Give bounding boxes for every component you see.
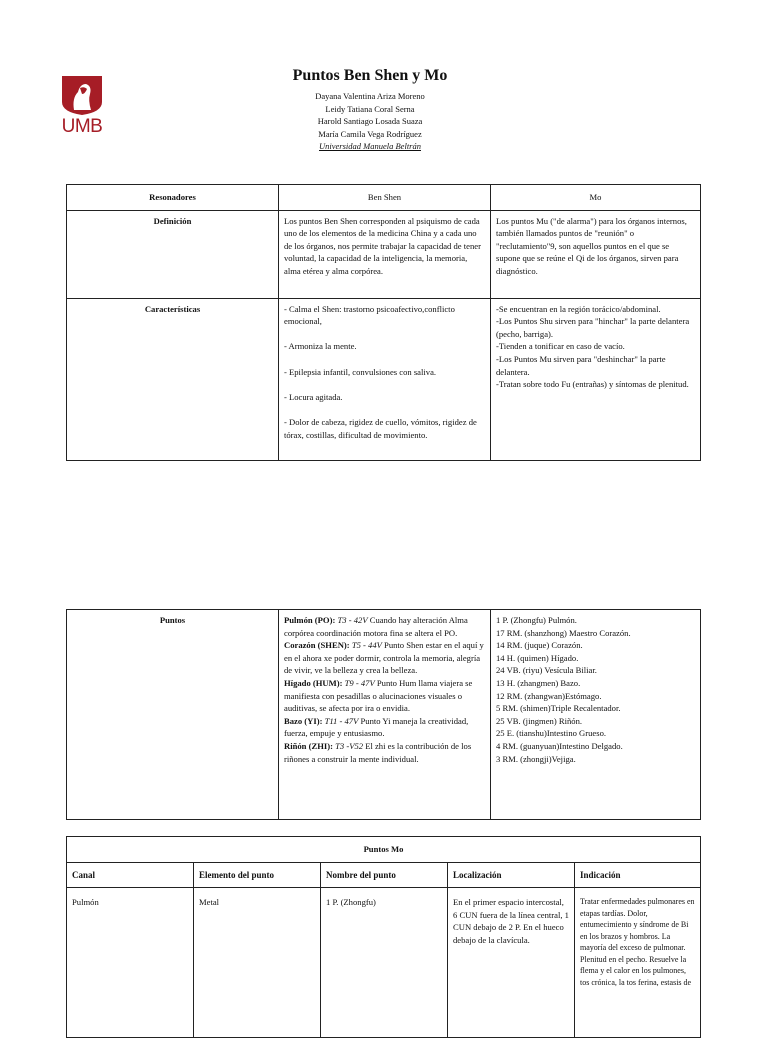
- row-label: Características: [67, 298, 279, 460]
- definicion-mo: Los puntos Mu ("de alarma") para los órganos internos, también llamados puntos de "reunión" o "reclutamiento"9, son aquellos puntos en el que se supone que se reúne el Qi de los órganos, sirven para diagnóstico.: [491, 210, 701, 298]
- row-label: Definición: [67, 210, 279, 298]
- table-header-row: [67, 862, 701, 888]
- author-name: Leidy Tatiana Coral Serna: [325, 103, 415, 114]
- elemento-cell: Metal: [194, 888, 321, 1038]
- umb-logo: [58, 72, 106, 142]
- column-header: Resonadores: [67, 185, 279, 211]
- list-item: 14 H. (quimen) Hígado.: [496, 652, 579, 663]
- row-label: Puntos: [67, 610, 279, 820]
- table-title-row: [67, 837, 701, 863]
- table-row-puntos: [67, 610, 701, 820]
- list-item: 5 RM. (shimen)Triple Recalentador.: [496, 703, 621, 714]
- column-header: Canal: [67, 862, 194, 888]
- document-title: Puntos Ben Shen y Mo: [292, 67, 448, 84]
- organ-entry: Bazo (YI): T11 - 47V Punto Yi maneja la creatividad, fuerza, empuje y entusiasmo.: [284, 715, 469, 739]
- university-link[interactable]: Universidad Manuela Beltrán: [319, 141, 421, 151]
- list-item: 12 RM. (zhangwan)Estómago.: [496, 690, 602, 701]
- table-row: [67, 888, 701, 1038]
- list-item: 13 H. (zhangmen) Bazo.: [496, 677, 581, 688]
- column-header: Localización: [448, 862, 575, 888]
- puntos-ben-shen: [279, 610, 491, 820]
- puntos-mo-table: [66, 836, 701, 1038]
- list-item: - Armoniza la mente.: [284, 341, 357, 352]
- canal-cell: Pulmón: [67, 888, 194, 1038]
- list-item: 24 VB. (riyu) Vesícula Biliar.: [496, 665, 597, 676]
- table-row-definicion: [67, 210, 701, 298]
- list-item: 17 RM. (shanzhong) Maestro Corazón.: [496, 627, 631, 638]
- list-item: -Los Puntos Shu sirven para "hinchar" la parte delantera (pecho, barriga).: [496, 316, 690, 339]
- umb-shield-icon: [58, 72, 106, 116]
- nombre-cell: 1 P. (Zhongfu): [321, 888, 448, 1038]
- list-item: 25 E. (tianshu)Intestino Grueso.: [496, 728, 607, 739]
- column-header: Elemento del punto: [194, 862, 321, 888]
- list-item: - Calma el Shen: trastorno psicoafectivo,conflicto emocional,: [284, 303, 455, 327]
- column-header: Ben Shen: [279, 185, 491, 211]
- list-item: -Tratan sobre todo Fu (entrañas) y síntomas de plenitud.: [496, 379, 689, 390]
- list-item: 3 RM. (zhongji)Vejiga.: [496, 753, 576, 764]
- list-item: 25 VB. (jingmen) Riñón.: [496, 715, 583, 726]
- list-item: 14 RM. (juque) Corazón.: [496, 640, 583, 651]
- caracteristicas-ben-shen: [279, 298, 491, 460]
- umb-logo-text: UMB: [61, 116, 103, 137]
- author-name: Dayana Valentina Ariza Moreno: [315, 91, 425, 101]
- author-name: María Camila Vega Rodríguez: [318, 128, 422, 139]
- organ-entry: Hígado (HUM): T9 - 47V Punto Hum llama viajera se manifiesta con pesadillas o alucinaciones visuales o auditivas, se afecta por ira o envidia.: [284, 677, 473, 714]
- list-item: - Locura agitada.: [284, 391, 343, 402]
- column-header: Mo: [491, 185, 701, 211]
- list-item: - Dolor de cabeza, rigidez de cuello, vómitos, rigidez de tórax, costillas, dificultad de movimiento.: [284, 416, 477, 440]
- table-row-caracteristicas: [67, 298, 701, 460]
- organ-entry: Riñón (ZHI): T3 -V52 El zhi es la contribución de los riñones a construir la mente individual.: [284, 740, 472, 764]
- list-item: -Tienden a tonificar en caso de vacío.: [496, 341, 625, 352]
- list-item: - Epilepsia infantil, convulsiones con saliva.: [284, 366, 437, 377]
- indicacion-cell: Tratar enfermedades pulmonares en etapas tardías. Dolor, entumecimiento y síndrome de Bi en los brazos y hombros. La mayoría del exceso de pulmonar. Plenitud en el pecho. Resuelve la flema y el calor en los pulmones, tos crónica, la tos ferina, estasis de: [575, 888, 701, 1038]
- organ-entry: Corazón (SHEN): T5 - 44V Punto Shen estar en el aquí y en el ahora xe poder dormir, controla la memoria, alegría de vivir, ve la belleza y crea la belleza.: [284, 640, 484, 676]
- author-name: Harold Santiago Losada Suaza: [317, 116, 423, 126]
- list-item: -Los Puntos Mu sirven para "deshinchar" la parte delantera.: [496, 353, 666, 377]
- list-item: -Se encuentran en la región torácico/abdominal.: [496, 303, 661, 314]
- column-header: Nombre del punto: [321, 862, 448, 888]
- caracteristicas-mo: [491, 298, 701, 460]
- column-header: Indicación: [575, 862, 701, 888]
- table-title: Puntos Mo: [67, 837, 701, 863]
- definicion-ben-shen: Los puntos Ben Shen corresponden al psiquismo de cada uno de los elementos de la medicina China y a cada uno de los órganos, nos permite trabajar la capacidad de tener voluntad, la capacidad de la inteligencia, la memoria, alma etérea y alma corpórea.: [279, 210, 491, 298]
- resonadores-table: [66, 184, 701, 461]
- organ-entry: Pulmón (PO): T3 - 42V Cuando hay alteración Alma corpórea coordinación motora fina se altera el PO.: [284, 615, 468, 638]
- document-header: [250, 66, 490, 153]
- puntos-mo: [491, 610, 701, 820]
- list-item: 1 P. (Zhongfu) Pulmón.: [496, 615, 577, 625]
- puntos-table: [66, 609, 701, 820]
- localizacion-cell: En el primer espacio intercostal, 6 CUN fuera de la línea central, 1 CUN debajo de 2 P. En el hueco debajo de la clavícula.: [448, 888, 575, 1038]
- list-item: 4 RM. (guanyuan)Intestino Delgado.: [496, 740, 623, 751]
- table-header-row: [67, 185, 701, 211]
